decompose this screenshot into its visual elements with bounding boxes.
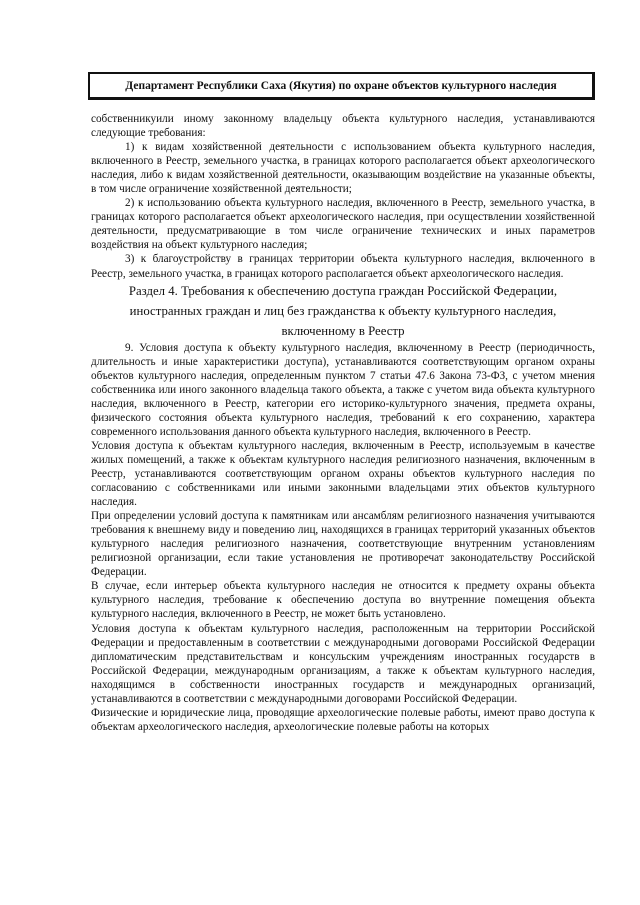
department-title: Департамент Республики Саха (Якутия) по охране объектов культурного наследия <box>125 79 557 92</box>
paragraph-religious-access: При определении условий доступа к памятникам или ансамблям религиозного назначения учитываются требования к внешнему виду и поведению лиц, находящихся в границах территорий указанных объектов культурного наследия религиозного назначения, соответствующие внутренним установлениям религиозной организации, если такие установления не противоречат законодательству Российской Федерации. <box>91 510 595 579</box>
department-header <box>88 72 595 100</box>
paragraph-dwelling-access: Условия доступа к объектам культурного наследия, включенным в Реестр, используемым в качестве жилых помещений, а также к объектам культурного наследия религиозного назначения, включенным в Реестр, устанавливаются соответствующим органом охраны объектов культурного наследия по согласованию с собственниками или иными законными владельцами этих объектов культурного наследия. <box>91 439 595 509</box>
paragraph-9: 9. Условия доступа к объекту культурного наследия, включенному в Реестр (периодичность, длительность и иные характеристики доступа), устанавливаются соответствующим органом охраны объектов культурного наследия, определенным пунктом 7 статьи 47.6 Закона 73-ФЗ, с учетом мнения собственника или иного законного владельца такого объекта, а также с учетом вида объекта культурного наследия, включенного в Реестр, категории его историко-культурного значения, предмета охраны, физического состояния объекта культурного наследия, требований к его сохранению, характера современного использования данного объекта культурного наследия, включенного в Реестр. <box>91 341 595 438</box>
paragraph-archaeology-access: Физические и юридические лица, проводящие археологические полевые работы, имеют право доступа к объектам археологического наследия, археологические полевые работы на которых <box>91 706 595 733</box>
requirement-item-2: 2) к использованию объекта культурного наследия, включенного в Реестр, земельного участка, в границах которого располагается объект археологического наследия, при осуществлении хозяйственной деятельности, предусматривающие в том числе ограничение технических и иных параметров воздействия на объект культурного наследия; <box>91 197 595 252</box>
intro-paragraph: собственникуили иному законному владельцу объекта культурного наследия, устанавливаются следующие требования: <box>91 113 595 140</box>
requirement-item-1: 1) к видам хозяйственной деятельности с использованием объекта культурного наследия, включенного в Реестр, земельного участка, в границах которого располагается объект археологического наследия, либо к видам хозяйственной деятельности, оказывающим воздействие на указанные объекты, в том числе ограничение хозяйственной деятельности; <box>91 141 595 196</box>
document-body <box>91 112 595 734</box>
requirement-item-3: 3) к благоустройству в границах территории объекта культурного наследия, включенного в Реестр, земельного участка, в границах которого располагается объект археологического наследия. <box>91 253 595 280</box>
section-4-title: Раздел 4. Требования к обеспечению доступа граждан Российской Федерации, иностранных граждан и лиц без гражданства к объекту культурного наследия, включенному в Реестр <box>128 283 558 338</box>
paragraph-foreign-objects: Условия доступа к объектам культурного наследия, расположенным на территории Российской Федерации и предоставленным в соответствии с международными договорами Российской Федерации дипломатическим представительствам и консульским учреждениям иностранных государств в Российской Федерации, международным организациям, а также к объектам культурного наследия, находящимся в собственности иностранных государств и международных организаций, устанавливаются в соответствии с международными договорами Российской Федерации. <box>91 622 595 705</box>
paragraph-interior-access: В случае, если интерьер объекта культурного наследия не относится к предмету охраны объекта культурного наследия, требование к обеспечению доступа во внутренние помещения объекта культурного наследия, включенного в Реестр, не может быть установлено. <box>91 580 595 621</box>
